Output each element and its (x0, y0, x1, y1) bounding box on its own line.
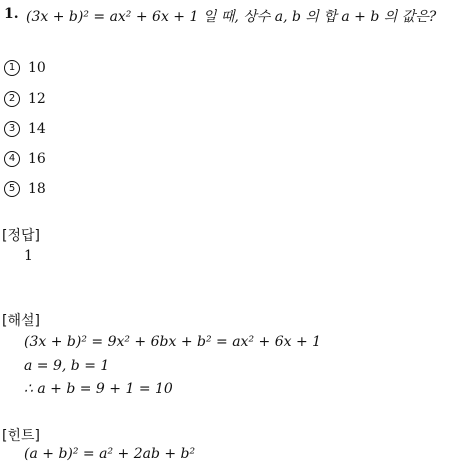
solution-line-1: (3x + b)² = 9x² + 6bx + b² = ax² + 6x + 1 (24, 334, 322, 350)
answer-label: [정답] (2, 228, 40, 244)
choice-5-mark: 5 (4, 181, 20, 197)
choice-2-mark: 2 (4, 91, 20, 107)
choice-2-value: 12 (28, 91, 46, 107)
hint-line-1: (a + b)² = a² + 2ab + b² (24, 446, 196, 462)
choice-2[interactable] (4, 91, 46, 107)
choice-5[interactable] (4, 181, 46, 197)
choice-4-mark: 4 (4, 151, 20, 167)
question-number: 1. (4, 6, 19, 22)
choice-3-value: 14 (28, 121, 46, 137)
answer-value: 1 (24, 248, 33, 264)
question-text: (3x + b)² = ax² + 6x + 1 일 때, 상수 a, b 의 합 a + b 의 값은? (26, 9, 437, 25)
choice-1[interactable] (4, 60, 46, 76)
choice-1-value: 10 (28, 60, 46, 76)
hint-label: [힌트] (2, 428, 40, 444)
choice-3[interactable] (4, 121, 46, 137)
solution-label: [해설] (2, 313, 40, 329)
choice-1-mark: 1 (4, 60, 20, 76)
choice-5-value: 18 (28, 181, 46, 197)
choice-4-value: 16 (28, 151, 46, 167)
choice-3-mark: 3 (4, 121, 20, 137)
solution-line-3: ∴ a + b = 9 + 1 = 10 (24, 381, 173, 397)
solution-line-2: a = 9, b = 1 (24, 358, 110, 374)
choice-4[interactable] (4, 151, 46, 167)
